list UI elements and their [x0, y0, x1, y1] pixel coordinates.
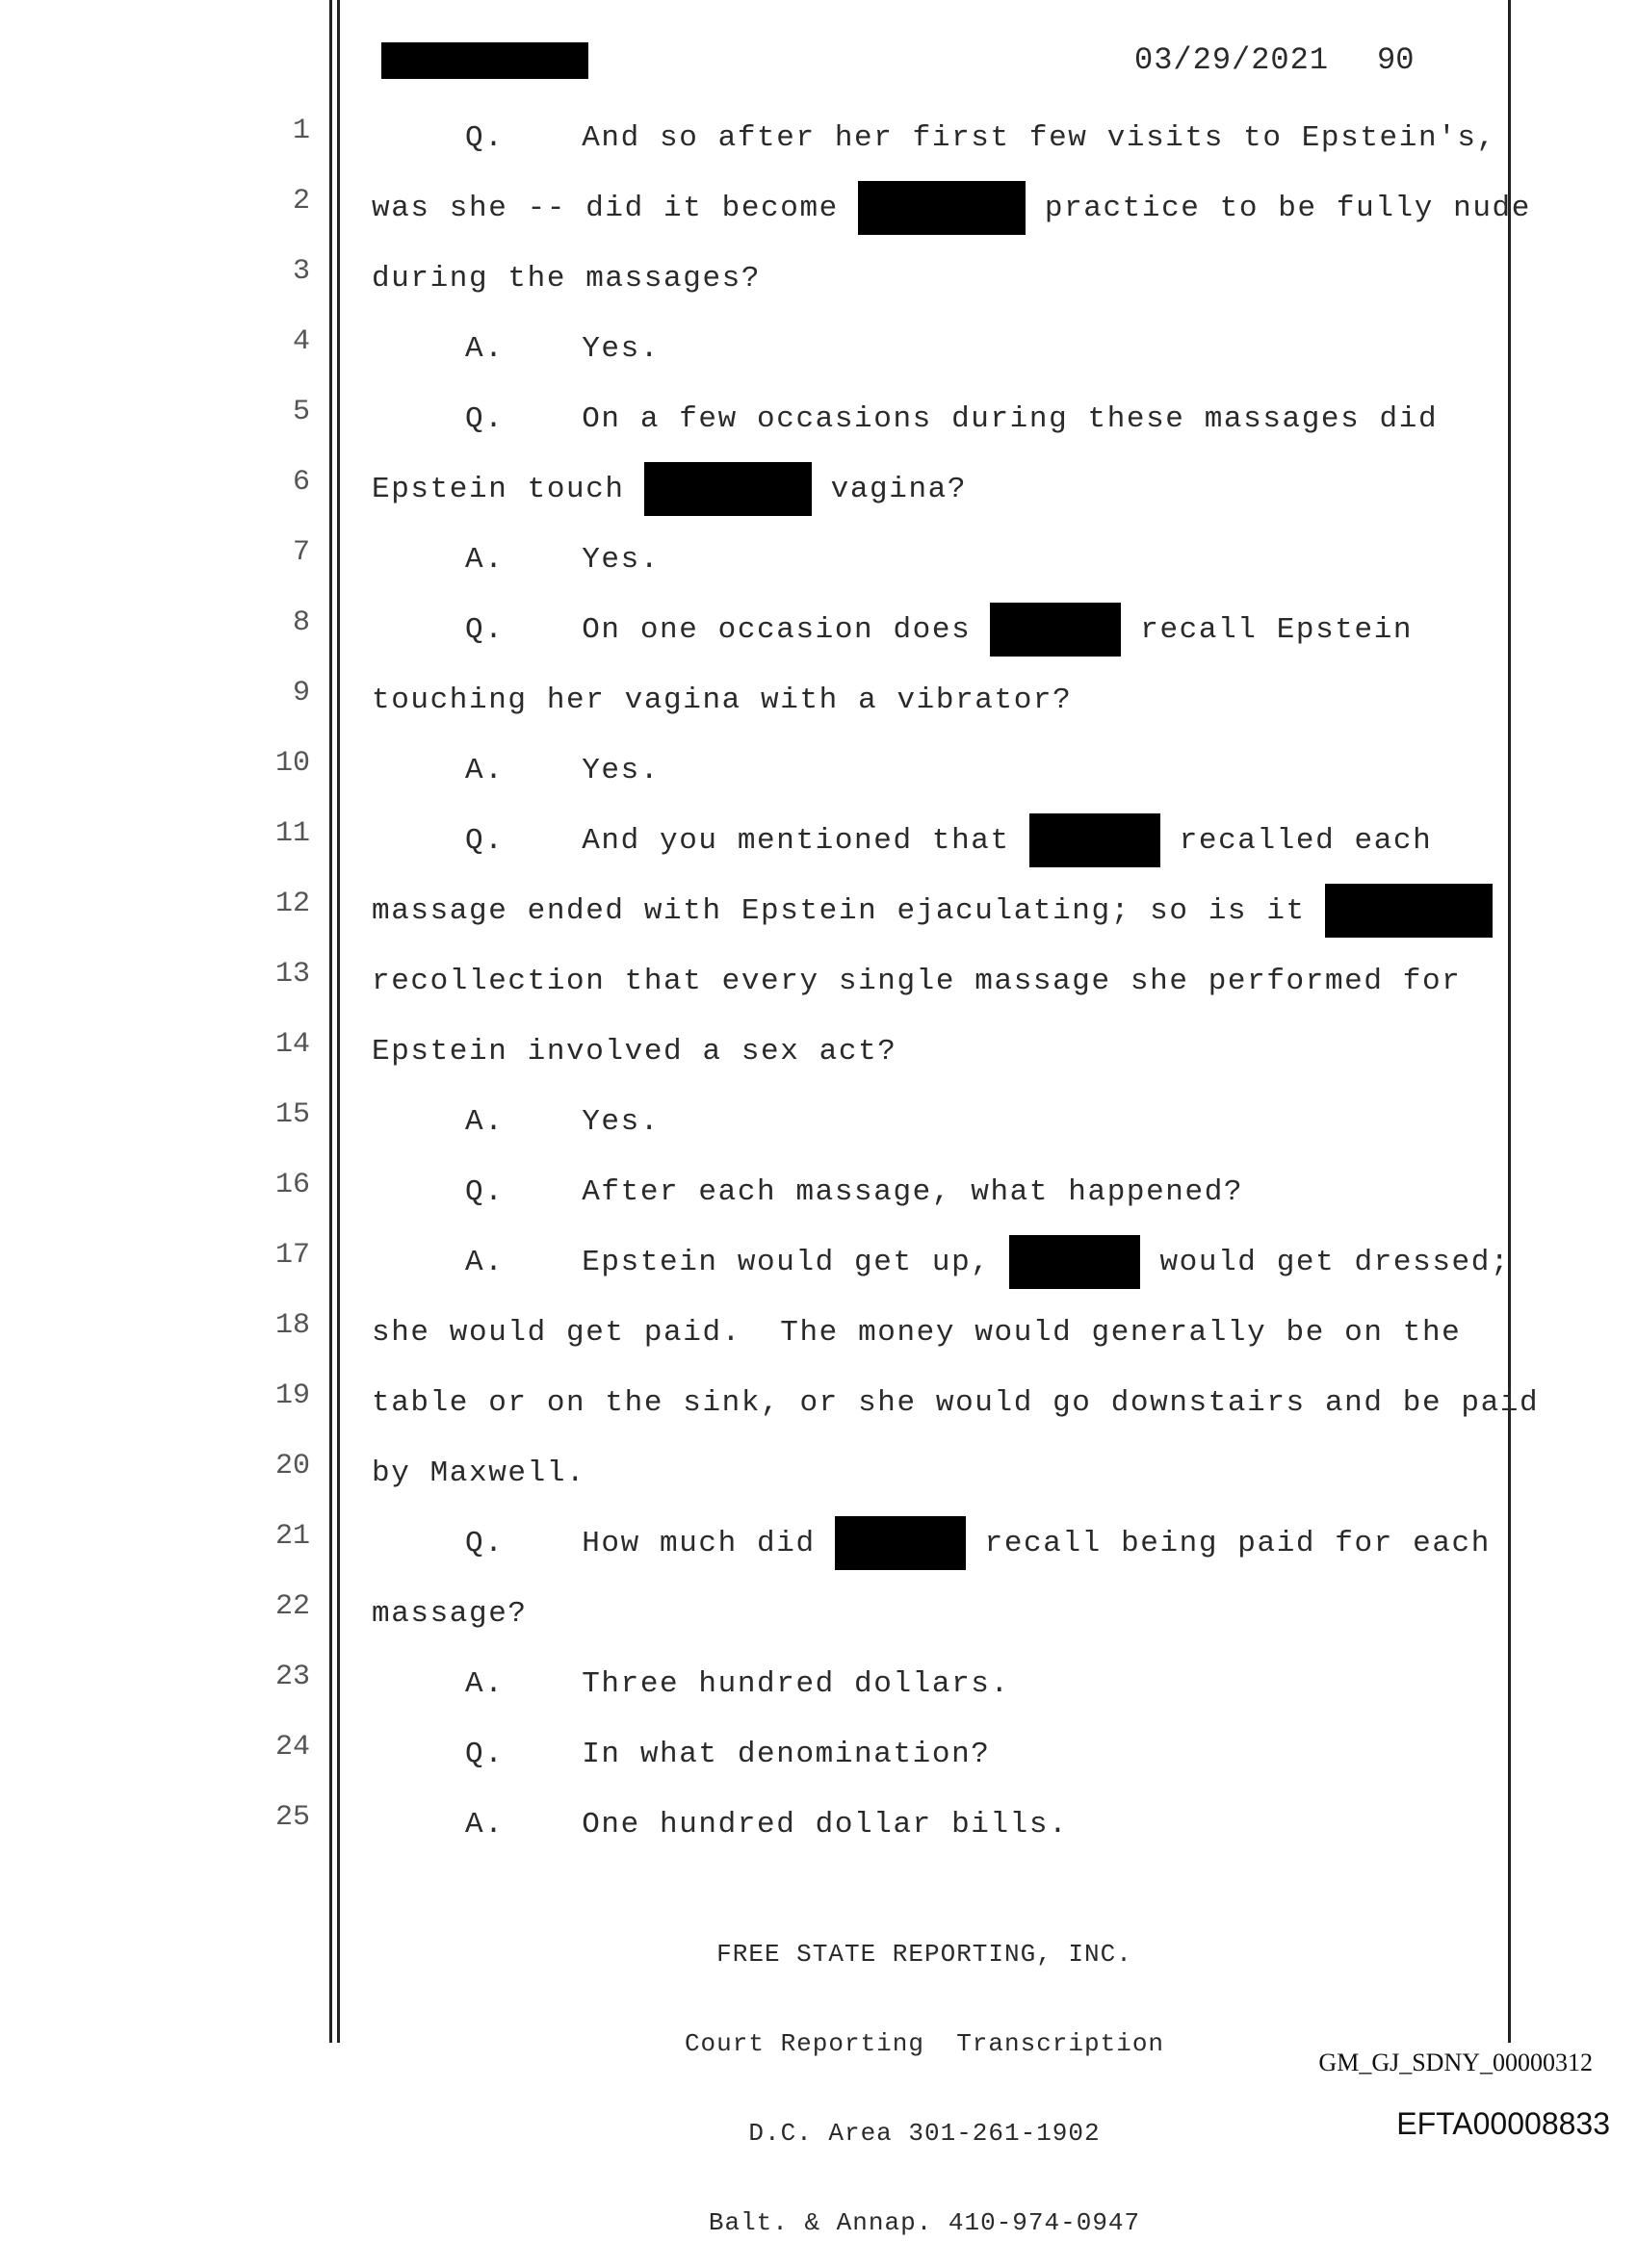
line-number: 8 — [292, 606, 310, 639]
line-text-segment: A. Epstein would get up, — [465, 1245, 991, 1279]
line-number: 21 — [274, 1520, 310, 1553]
efta-number: EFTA00008833 — [1396, 2106, 1610, 2141]
transcript-line — [0, 671, 1637, 741]
line-text-segment: A. One hundred dollar bills. — [465, 1807, 1069, 1842]
line-text-segment: massage ended with Epstein ejaculating; so is it — [372, 893, 1306, 928]
line-text-segment: Q. And you mentioned that — [465, 823, 1010, 858]
line-text-segment: would get dressed; — [1159, 1245, 1511, 1279]
transcript-line — [0, 1303, 1637, 1374]
line-text — [372, 888, 1512, 934]
line-text-segment: was she -- did it become — [372, 191, 839, 225]
line-text — [372, 185, 1531, 231]
redaction-block — [1325, 884, 1493, 938]
line-text — [372, 1590, 528, 1637]
line-number: 22 — [274, 1590, 310, 1623]
line-text — [465, 817, 1432, 863]
line-number: 25 — [274, 1801, 310, 1834]
line-number: 13 — [274, 958, 310, 991]
line-text-segment: she would get paid. The money would generally be on the — [372, 1315, 1462, 1350]
line-text — [465, 606, 1413, 653]
line-text-segment: vagina? — [830, 472, 968, 506]
transcript-line — [0, 1655, 1637, 1725]
reporter-phone-balt: Balt. & Annap. 410-974-0947 — [708, 2208, 1141, 2237]
reporter-services: Court Reporting Transcription — [684, 2029, 1165, 2058]
line-text-segment: massage? — [372, 1596, 528, 1631]
line-number: 15 — [274, 1098, 310, 1131]
transcript-line — [0, 179, 1637, 249]
line-number: 11 — [274, 817, 310, 850]
transcript-line — [0, 1795, 1637, 1866]
transcript-line — [0, 1163, 1637, 1233]
bates-number: GM_GJ_SDNY_00000312 — [1318, 2049, 1593, 2076]
transcript-line — [0, 1374, 1637, 1444]
line-number: 14 — [274, 1028, 310, 1061]
line-number: 2 — [292, 185, 310, 218]
line-text-segment: Epstein touch — [372, 472, 625, 506]
transcript-line — [0, 1093, 1637, 1163]
line-text-segment: Q. On one occasion does — [465, 612, 972, 647]
transcript-line — [0, 812, 1637, 882]
line-text-segment: by Maxwell. — [372, 1456, 586, 1490]
transcript-line — [0, 1022, 1637, 1093]
transcript-line — [0, 320, 1637, 390]
line-text — [465, 115, 1496, 161]
line-number: 19 — [274, 1379, 310, 1412]
transcript-line — [0, 109, 1637, 179]
line-number: 6 — [292, 466, 310, 499]
line-text — [465, 1661, 1010, 1707]
line-text-segment: practice to be fully nude — [1044, 191, 1531, 225]
line-text-segment: touching her vagina with a vibrator? — [372, 683, 1073, 717]
line-text-segment: Q. And so after her first few visits to Epstein's, — [465, 120, 1496, 155]
line-text — [465, 747, 660, 793]
line-text — [465, 1239, 1510, 1285]
line-text — [372, 958, 1461, 1004]
transcript-line — [0, 952, 1637, 1022]
line-text-segment: recall being paid for each — [984, 1526, 1491, 1560]
transcript-line — [0, 460, 1637, 530]
line-text-segment: Q. How much did — [465, 1526, 816, 1560]
line-text — [465, 1731, 990, 1777]
transcript-line — [0, 1585, 1637, 1655]
line-text — [465, 1169, 1243, 1215]
line-text-segment: during the massages? — [372, 261, 762, 296]
transcript-line — [0, 530, 1637, 601]
line-text-segment: A. Yes. — [465, 542, 661, 577]
line-text-segment: Q. After each massage, what happened? — [465, 1174, 1244, 1209]
transcript-line — [0, 882, 1637, 952]
page-number: 90 — [1377, 42, 1415, 78]
line-number: 24 — [274, 1731, 310, 1764]
redaction-block — [990, 603, 1121, 657]
transcript-line — [0, 1514, 1637, 1585]
redaction-block — [1029, 813, 1160, 867]
transcript-line — [0, 1725, 1637, 1795]
line-number: 9 — [292, 677, 310, 709]
line-text — [372, 1028, 896, 1074]
line-text — [372, 1450, 585, 1496]
line-text-segment: Q. On a few occasions during these massages did — [465, 401, 1439, 436]
line-text — [465, 1801, 1068, 1847]
line-number: 20 — [274, 1450, 310, 1482]
line-text — [465, 1520, 1491, 1566]
line-number: 7 — [292, 536, 310, 569]
line-text-segment: A. Three hundred dollars. — [465, 1666, 1010, 1701]
line-text-segment: A. Yes. — [465, 753, 661, 787]
transcript-line — [0, 1233, 1637, 1303]
redaction-block — [835, 1516, 966, 1570]
line-text-segment: Epstein involved a sex act? — [372, 1034, 897, 1069]
line-number: 18 — [274, 1309, 310, 1342]
line-number: 10 — [274, 747, 310, 780]
line-number: 12 — [274, 888, 310, 920]
line-text — [372, 1309, 1461, 1355]
line-number: 3 — [292, 255, 310, 288]
transcript-line — [0, 741, 1637, 812]
line-text-segment: table or on the sink, or she would go downstairs and be paid — [372, 1385, 1540, 1420]
line-text — [465, 396, 1438, 442]
header-redaction-block — [381, 42, 588, 79]
reporter-phone-dc: D.C. Area 301-261-1902 — [748, 2119, 1101, 2148]
line-text-segment: A. Yes. — [465, 331, 661, 366]
line-text — [372, 466, 967, 512]
line-text — [465, 325, 660, 372]
transcript-line — [0, 390, 1637, 460]
line-text-segment: recall Epstein — [1140, 612, 1414, 647]
transcript-date: 03/29/2021 — [1134, 42, 1330, 78]
line-text-segment: A. Yes. — [465, 1104, 661, 1139]
line-text — [372, 677, 1072, 723]
line-number: 1 — [292, 115, 310, 147]
line-text-segment: recollection that every single massage she performed for — [372, 964, 1462, 998]
line-number: 4 — [292, 325, 310, 358]
redaction-block — [858, 181, 1026, 235]
reporter-name: FREE STATE REPORTING, INC. — [716, 1940, 1132, 1969]
line-text-segment: recalled each — [1179, 823, 1433, 858]
line-text — [465, 1098, 660, 1145]
transcript-line — [0, 249, 1637, 320]
redaction-block — [644, 462, 812, 516]
line-number: 17 — [274, 1239, 310, 1272]
line-text — [372, 1379, 1539, 1426]
line-text — [465, 536, 660, 582]
line-text-segment: Q. In what denomination? — [465, 1737, 991, 1771]
line-number: 16 — [274, 1169, 310, 1201]
transcript-line — [0, 601, 1637, 671]
redaction-block — [1009, 1235, 1140, 1289]
line-number: 5 — [292, 396, 310, 428]
transcript-line — [0, 1444, 1637, 1514]
line-text — [372, 255, 761, 301]
line-number: 23 — [274, 1661, 310, 1693]
